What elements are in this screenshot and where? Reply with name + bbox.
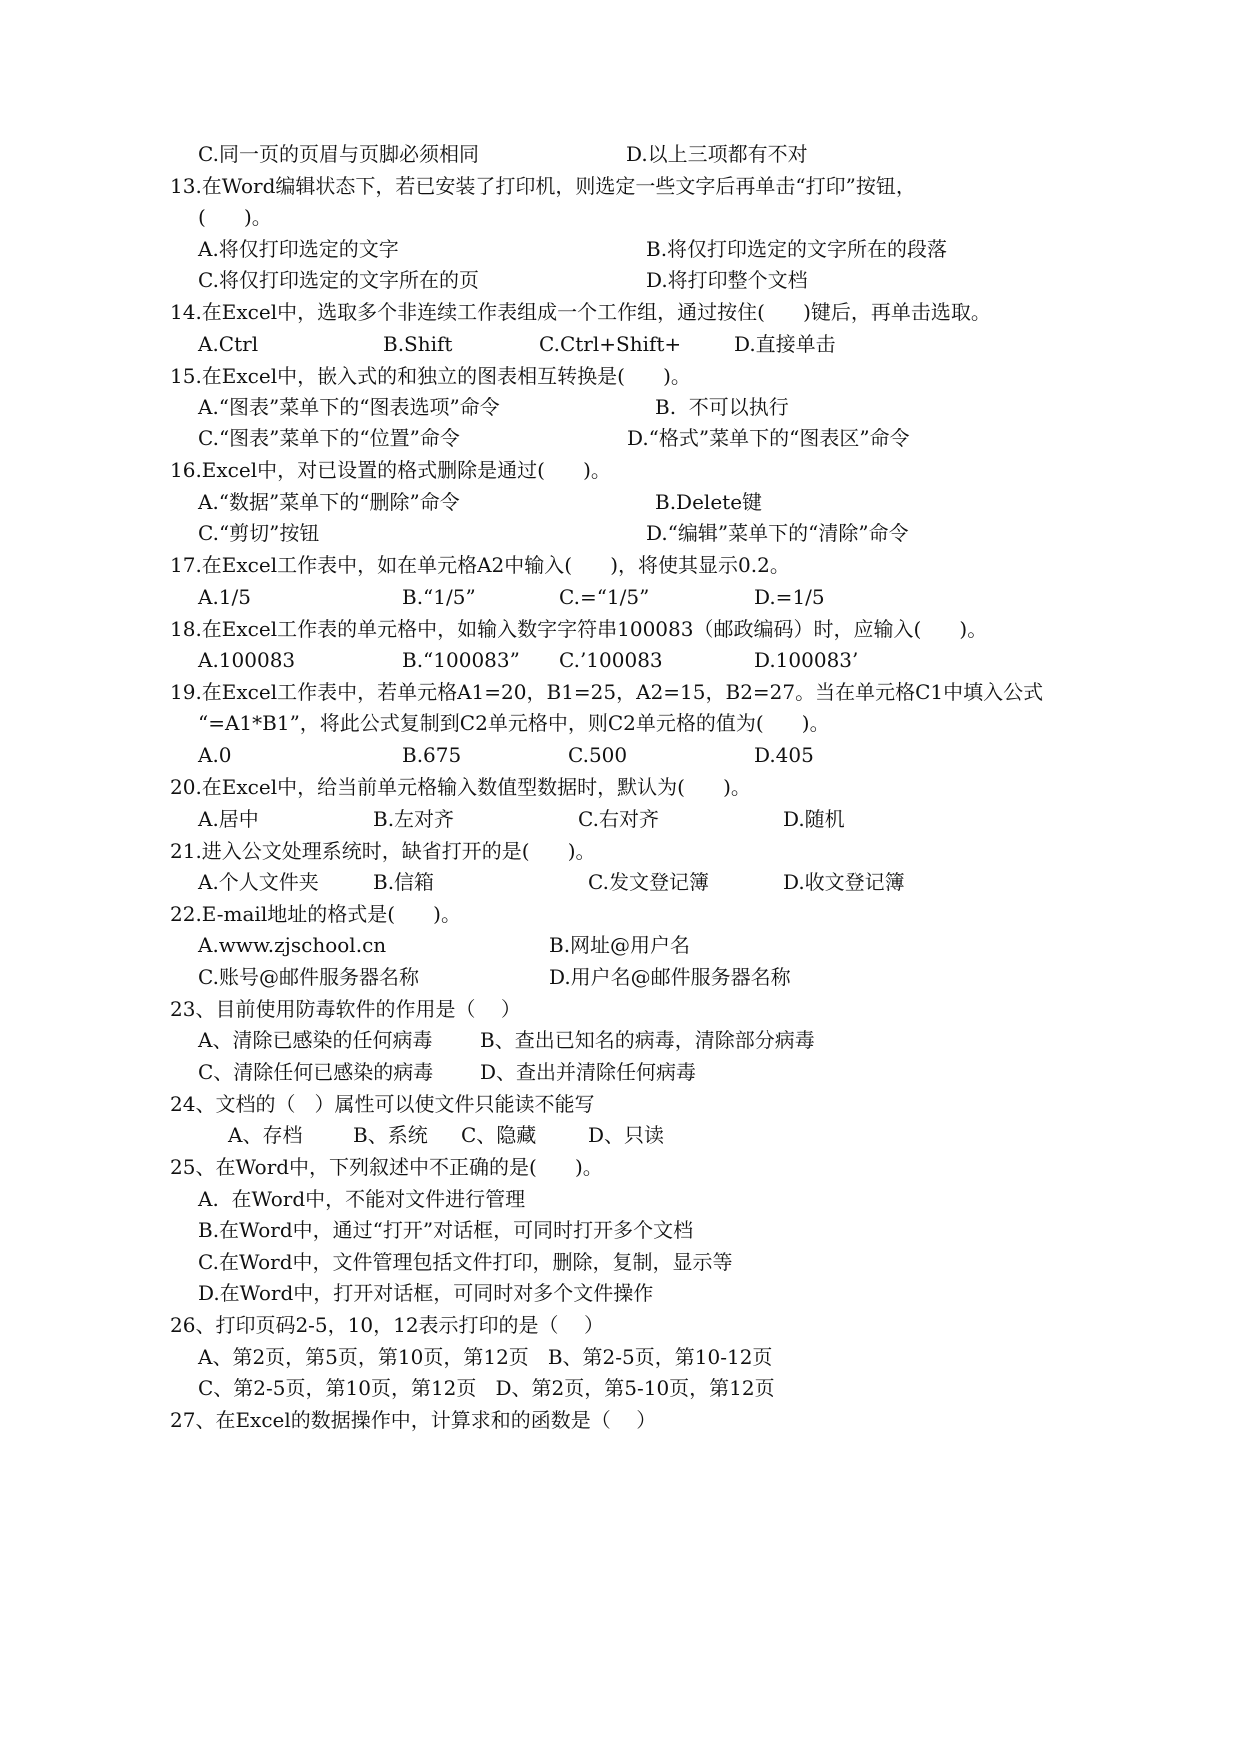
q23-option-a: A、清除已感染的任何病毒 (198, 1028, 433, 1052)
q14-option-c: C.Ctrl+Shift+ (539, 332, 682, 356)
q21-option-a: A.个人文件夹 (198, 870, 319, 894)
q20-option-c: C.右对齐 (578, 807, 659, 831)
q24-option-b: B、系统 (353, 1123, 428, 1147)
q14-option-b: B.Shift (383, 332, 453, 356)
q27-stem: 27、在Excel的数据操作中，计算求和的函数是（ ） (170, 1408, 657, 1432)
q25-option-b: B.在Word中，通过“打开”对话框，可同时打开多个文档 (198, 1218, 694, 1242)
q19-option-a: A.0 (198, 743, 232, 767)
q17-option-a: A.1/5 (198, 585, 251, 609)
q22-option-a: A.www.zjschool.cn (198, 933, 387, 957)
q18-option-b: B.“100083” (402, 648, 520, 672)
q16-option-a: A.“数据”菜单下的“删除”命令 (198, 490, 460, 514)
q24-option-a: A、存档 (228, 1123, 303, 1147)
q13-option-c: C.将仅打印选定的文字所在的页 (198, 268, 479, 292)
q15-option-d: D.“格式”菜单下的“图表区”命令 (627, 426, 910, 450)
q16-option-d: D.“编辑”菜单下的“清除”命令 (646, 521, 909, 545)
q18-option-d: D.100083’ (754, 648, 859, 672)
q22-option-b: B.网址@用户名 (549, 933, 691, 957)
q26-stem: 26、打印页码2-5，10，12表示打印的是（ ） (170, 1313, 604, 1337)
q17-option-d: D.=1/5 (754, 585, 825, 609)
q19-option-c: C.500 (568, 743, 628, 767)
q25-stem: 25、在Word中，下列叙述中不正确的是( )。 (170, 1155, 603, 1179)
q21-option-c: C.发文登记簿 (588, 870, 709, 894)
q21-stem: 21.进入公文处理系统时，缺省打开的是( )。 (170, 839, 596, 863)
q13-stem-cont: ( )。 (198, 205, 272, 229)
q21-option-d: D.收文登记簿 (783, 870, 905, 894)
q25-option-a: A. 在Word中，不能对文件进行管理 (198, 1187, 526, 1211)
q26-options-ab: A、第2页，第5页，第10页，第12页 B、第2-5页，第10-12页 (198, 1345, 773, 1369)
q23-option-b: B、查出已知名的病毒，清除部分病毒 (480, 1028, 815, 1052)
q13-option-b: B.将仅打印选定的文字所在的段落 (646, 237, 948, 261)
q19-stem: 19.在Excel工作表中，若单元格A1=20，B1=25，A2=15，B2=27。当在单元格C1中填入公式 (170, 680, 1044, 704)
q13-option-d: D.将打印整个文档 (646, 268, 808, 292)
q14-option-d: D.直接单击 (734, 332, 836, 356)
q26-options-cd: C、第2-5页，第10页，第12页 D、第2页，第5-10页，第12页 (198, 1376, 775, 1400)
q20-option-b: B.左对齐 (373, 807, 455, 831)
q14-option-a: A.Ctrl (198, 332, 259, 356)
q24-option-d: D、只读 (588, 1123, 665, 1147)
q16-option-b: B.Delete键 (655, 490, 763, 514)
q12-option-d: D.以上三项都有不对 (626, 142, 808, 166)
q16-stem: 16.Excel中，对已设置的格式删除是通过( )。 (170, 458, 611, 482)
q20-stem: 20.在Excel中，给当前单元格输入数值型数据时，默认为( )。 (170, 775, 751, 799)
q15-option-b: B. 不可以执行 (655, 395, 789, 419)
q21-option-b: B.信箱 (373, 870, 435, 894)
q16-option-c: C.“剪切”按钮 (198, 521, 320, 545)
q24-option-c: C、隐藏 (461, 1123, 537, 1147)
q13-option-a: A.将仅打印选定的文字 (198, 237, 399, 261)
q22-option-c: C.账号@邮件服务器名称 (198, 965, 419, 989)
q17-option-c: C.=“1/5” (559, 585, 650, 609)
q22-option-d: D.用户名@邮件服务器名称 (549, 965, 791, 989)
q20-option-a: A.居中 (198, 807, 259, 831)
q23-option-c: C、清除任何已感染的病毒 (198, 1060, 434, 1084)
q18-option-a: A.100083 (198, 648, 296, 672)
q25-option-c: C.在Word中，文件管理包括文件打印，删除，复制，显示等 (198, 1250, 733, 1274)
q18-option-c: C.’100083 (559, 648, 663, 672)
q14-stem: 14.在Excel中，选取多个非连续工作表组成一个工作组，通过按住( )键后，再单击选取。 (170, 300, 991, 324)
q19-stem-cont: “=A1*B1”，将此公式复制到C2单元格中，则C2单元格的值为( )。 (198, 711, 830, 735)
q20-option-d: D.随机 (783, 807, 845, 831)
q15-option-c: C.“图表”菜单下的“位置”命令 (198, 426, 460, 450)
q17-option-b: B.“1/5” (402, 585, 476, 609)
q19-option-b: B.675 (402, 743, 462, 767)
q15-stem: 15.在Excel中，嵌入式的和独立的图表相互转换是( )。 (170, 364, 691, 388)
q17-stem: 17.在Excel工作表中，如在单元格A2中输入( )，将使其显示0.2。 (170, 553, 790, 577)
q12-option-c: C.同一页的页眉与页脚必须相同 (198, 142, 479, 166)
q23-option-d: D、查出并清除任何病毒 (480, 1060, 697, 1084)
q25-option-d: D.在Word中，打开对话框，可同时对多个文件操作 (198, 1281, 654, 1305)
q13-stem: 13.在Word编辑状态下，若已安装了打印机，则选定一些文字后再单击“打印”按钮， (170, 174, 916, 198)
q18-stem: 18.在Excel工作表的单元格中，如输入数字字符串100083（邮政编码）时，应输入( )。 (170, 617, 988, 641)
q19-option-d: D.405 (754, 743, 814, 767)
q23-stem: 23、目前使用防毒软件的作用是（ ） (170, 997, 521, 1021)
q15-option-a: A.“图表”菜单下的“图表选项”命令 (198, 395, 500, 419)
q24-stem: 24、文档的（ ）属性可以使文件只能读不能写 (170, 1092, 595, 1116)
q22-stem: 22.E-mail地址的格式是( )。 (170, 902, 461, 926)
